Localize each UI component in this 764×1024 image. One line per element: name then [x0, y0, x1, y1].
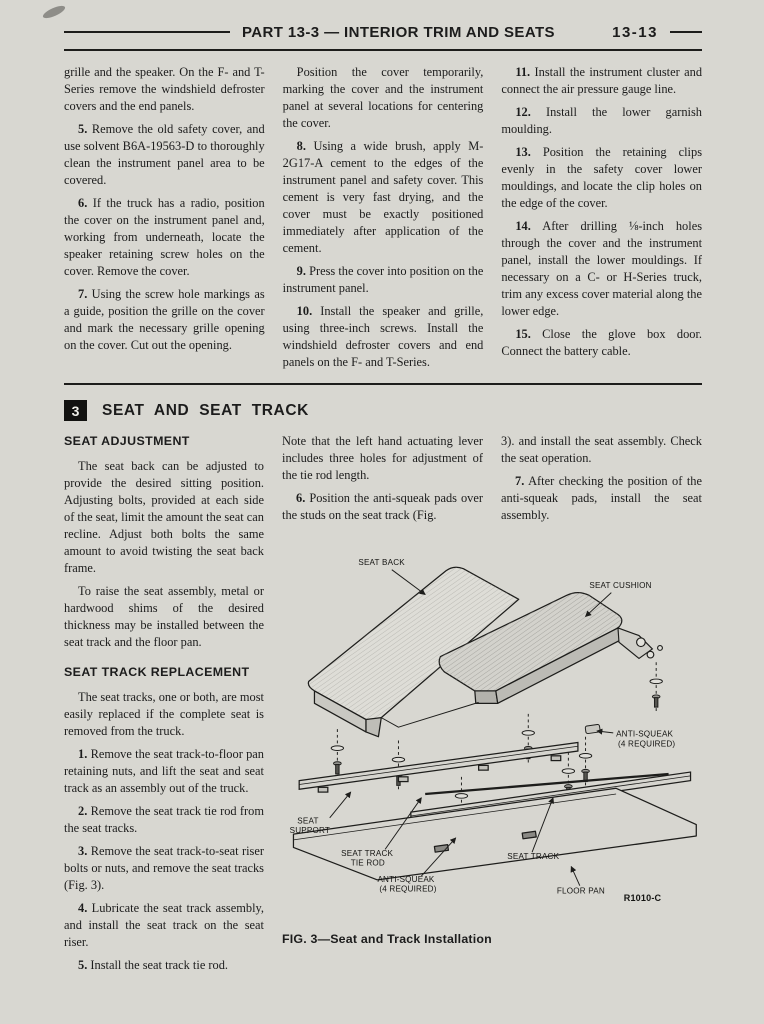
paragraph-text: Lubricate the seat track assembly, and install the seat track on the seat riser. [64, 900, 264, 949]
paragraph-text: grille and the speaker. On the F- and T-Series remove the windshield defroster covers and the end panels. [64, 65, 265, 114]
paragraph-text: Install the lower garnish moulding. [501, 105, 703, 137]
paragraph-text: The seat back can be adjusted to provide the desired sitting position. Adjusting bolts, provided at each side of the seat, limit the amount the seat can recline. Adjust both bolts the same amount to avoid twisting the seat back frame. [64, 459, 264, 576]
step-number: 10. [296, 304, 313, 319]
label-tie-rod-1: SEAT TRACK [341, 849, 394, 859]
section-heading [64, 400, 702, 421]
step-number: 14. [515, 219, 531, 234]
paragraph [64, 689, 264, 740]
label-anti-squeak-right-1: ANTI-SQUEAK [616, 729, 674, 739]
paragraph-text: Install the seat track tie rod. [90, 957, 229, 972]
intro-columns [64, 64, 702, 377]
section-body [64, 432, 702, 980]
step-number: 6. [78, 196, 88, 211]
paragraph-text: Press the cover into position on the instrument panel. [282, 264, 484, 296]
paragraph [501, 473, 702, 524]
header-rule-right [670, 31, 702, 33]
label-anti-squeak-bottom-1: ANTI-SQUEAK [377, 875, 435, 885]
paragraph [64, 843, 264, 894]
page-title: PART 13-3 — INTERIOR TRIM AND SEATS [242, 23, 555, 41]
label-anti-squeak-right-2: (4 REQUIRED) [618, 739, 676, 749]
step-number: 7. [78, 287, 88, 302]
paragraph-text: 3). and install the seat assembly. Check the seat operation. [501, 434, 702, 466]
leader-floor-pan [571, 867, 580, 886]
step-number: 6. [296, 491, 306, 506]
intro-column-3 [501, 64, 702, 377]
paragraph-text: Note that the left hand actuating lever includes three holes for adjustment of the tie rod length. [282, 434, 483, 483]
seat-hinge-bracket [618, 628, 662, 659]
header-divider [64, 49, 702, 51]
intro-column-2 [283, 64, 484, 377]
paragraph [283, 138, 484, 257]
label-seat-cushion: SEAT CUSHION [589, 581, 652, 591]
figure-caption: FIG. 3—Seat and Track Installation [282, 932, 492, 947]
step-number: 9. [296, 264, 306, 279]
paragraph [283, 263, 484, 297]
paragraph-text: Remove the old safety cover, and use solvent B6A-19563-D to thoroughly clean the instrument panel area to be covered. [64, 122, 265, 188]
step-number: 2. [78, 804, 88, 819]
section-number-box: 3 [64, 400, 87, 421]
paragraph-text: Install the speaker and grille, using three-inch screws. Install the windshield defroster covers and end panels on the F- and T-Series. [282, 304, 484, 370]
page-number: 13-13 [612, 23, 658, 41]
leader-seat-support [330, 792, 351, 818]
paragraph [501, 64, 702, 98]
paragraph [282, 433, 483, 484]
step-number: 5. [78, 957, 88, 972]
label-tie-rod-2: TIE ROD [350, 858, 385, 868]
label-seat-support-2: SUPPORT [289, 826, 331, 836]
paragraph [64, 583, 264, 651]
step-number: 5. [78, 122, 88, 137]
paragraph-text: Remove the seat track tie rod from the seat tracks. [64, 804, 264, 835]
label-floor-pan: FLOOR PAN [556, 886, 605, 896]
leader-seat-back [392, 570, 425, 595]
paragraph-text: Close the glove box door. Connect the battery cable. [501, 327, 702, 359]
paragraph-text: Install the instrument cluster and connect the air pressure gauge line. [501, 65, 703, 97]
paragraph-text: After checking the position of the anti-squeak pads, install the seat assembly. [501, 474, 702, 523]
paragraph [283, 64, 484, 132]
paragraph [64, 286, 265, 354]
paragraph-text: Position the retaining clips evenly in the safety cover lower mouldings, and locate the clip holes on the edge of the cover. [501, 145, 703, 211]
paragraph [64, 746, 264, 797]
step-number: 8. [296, 139, 306, 154]
paragraph-text: Using a wide brush, apply M-2G17-A cement to the edges of the instrument panel and safety cover. This cement is very fast drying, and the cover must be exactly positioned immediately after application of the cement. [282, 139, 484, 256]
paragraph-text: Remove the seat track-to-floor pan retaining nuts, and lift the seat and seat track as an assembly out of the truck. [64, 747, 264, 796]
paragraph [501, 326, 702, 360]
paragraph-text: The seat tracks, one or both, are most easily replaced if the complete seat is removed from the truck. [64, 690, 264, 739]
page-header [64, 20, 702, 44]
seat-section-right-area [282, 432, 702, 980]
scan-smudge [41, 3, 66, 20]
step-number: 11. [515, 65, 531, 80]
figure-ref-code: R1010-C [623, 893, 662, 904]
step-number: 1. [78, 747, 88, 762]
section-divider [64, 383, 702, 385]
label-seat-support-1: SEAT [297, 816, 319, 826]
paragraph [282, 490, 483, 524]
label-seat-track: SEAT TRACK [507, 852, 560, 862]
step-number: 15. [515, 327, 531, 342]
label-seat-back: SEAT BACK [358, 558, 405, 568]
paragraph [64, 900, 264, 951]
seat-adjustment-heading: SEAT ADJUSTMENT [64, 434, 190, 449]
paragraph-text: To raise the seat assembly, metal or hardwood shims of the desired thickness may be installed between the seat track and the floor pan. [64, 584, 264, 650]
step-number: 3. [78, 843, 88, 858]
header-rule-left [64, 31, 230, 33]
continuation-column-right [501, 433, 702, 530]
step-number: 7. [515, 474, 525, 489]
paragraph [283, 303, 484, 371]
seat-section-left-column [64, 432, 264, 980]
continuation-column-middle [282, 433, 483, 530]
seat-track-illustration [282, 532, 702, 930]
continuation-columns [282, 433, 702, 530]
paragraph-text: Remove the seat track-to-seat riser bolts or nuts, and remove the seat tracks (Fig. 3). [64, 843, 264, 892]
paragraph [64, 64, 265, 115]
seat-track-replacement-heading: SEAT TRACK REPLACEMENT [64, 665, 250, 680]
paragraph-text: After drilling ⅛-inch holes through the cover and the instrument panel, install the lower mouldings. If necessary on a C- or H-Series truck, trim any excess cover material along the lower edge. [501, 219, 703, 319]
paragraph [501, 104, 702, 138]
paragraph-text: If the truck has a radio, position the cover on the instrument panel and, working from underneath, locate the speaker retaining screw holes on the cover. Remove the cover. [64, 196, 265, 279]
paragraph [64, 458, 264, 577]
paragraph [64, 803, 264, 837]
paragraph-text: Position the cover temporarily, marking the cover and the instrument panel at several locations for centering the cover. [282, 65, 484, 131]
paragraph [501, 218, 702, 320]
step-number: 13. [515, 145, 531, 160]
paragraph [64, 121, 265, 189]
paragraph [64, 195, 265, 280]
label-anti-squeak-bottom-2: (4 REQUIRED) [379, 884, 437, 894]
step-number: 12. [515, 105, 531, 120]
step-number: 4. [78, 900, 88, 915]
paragraph-text: Position the anti-squeak pads over the studs on the seat track (Fig. [282, 491, 483, 523]
figure-3 [282, 532, 702, 930]
paragraph [501, 433, 702, 467]
paragraph [64, 957, 264, 974]
paragraph-text: Using the screw hole markings as a guide, position the grille on the cover and mark the necessary grille opening on the cover. Cut out the opening. [64, 287, 265, 353]
intro-column-1 [64, 64, 265, 377]
paragraph [501, 144, 702, 212]
section-title: SEAT AND SEAT TRACK [102, 401, 309, 419]
